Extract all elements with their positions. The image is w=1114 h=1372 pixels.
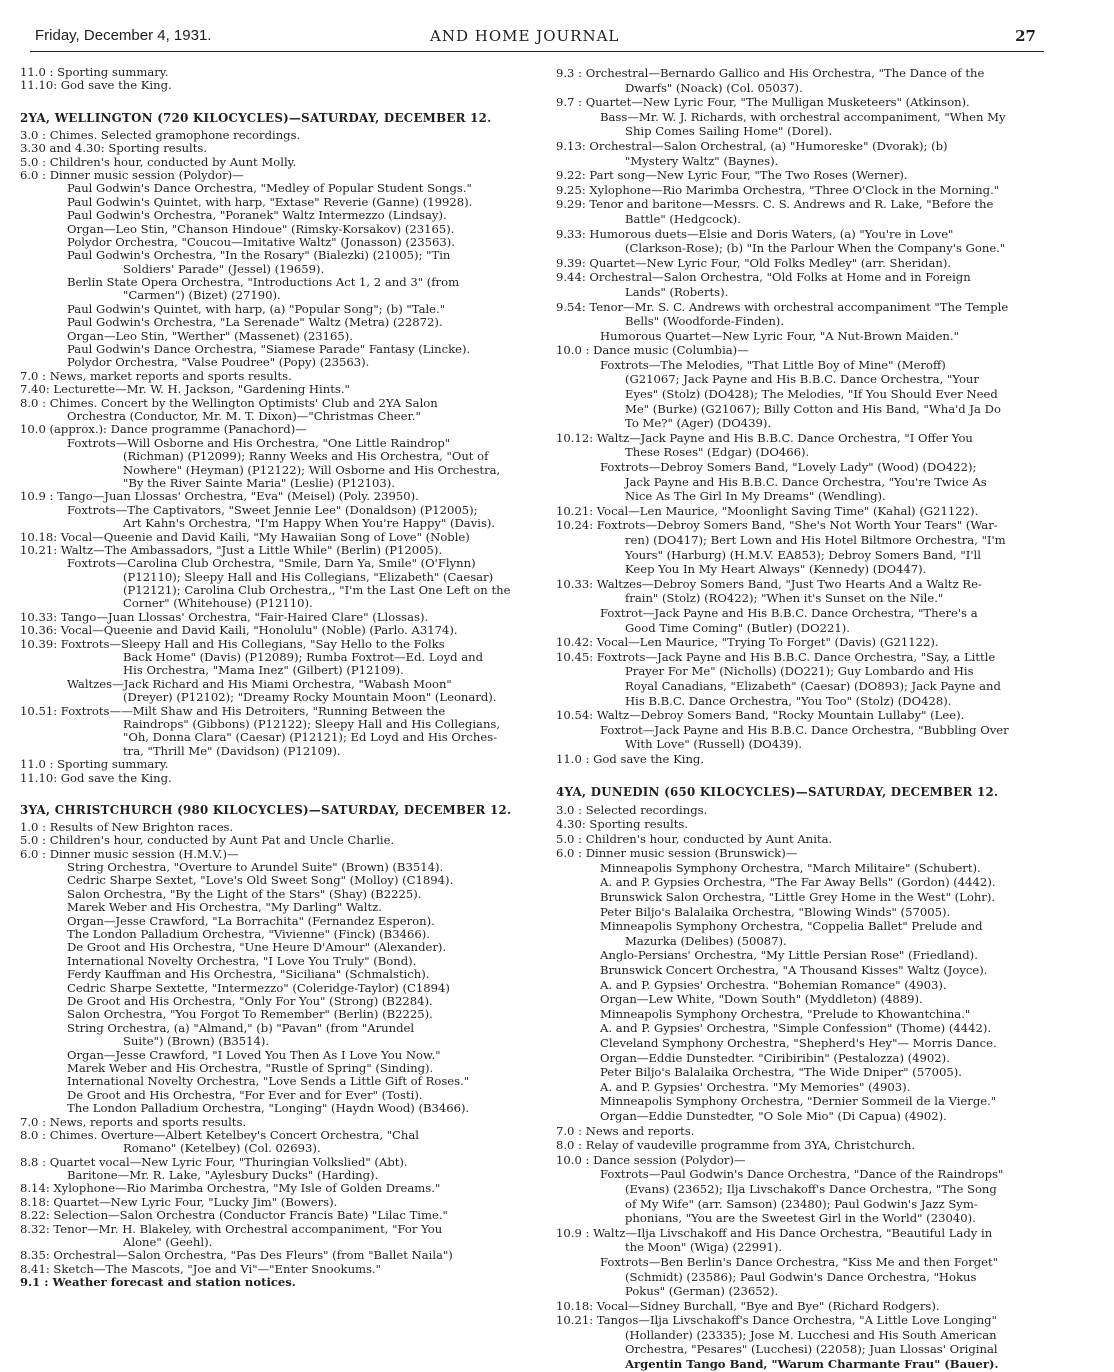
programme-line: 7.0 : News and reports. (556, 1123, 695, 1138)
programme-line: the Moon" (Wiga) (22991). (625, 1240, 783, 1255)
programme-line: Royal Canadians, "Elizabeth" (Caesar) (DO893); Jack Payne and (625, 678, 1001, 693)
programme-line: Mazurka (Delibes) (50087). (625, 933, 787, 948)
programme-line: Minneapolis Symphony Orchestra, "Coppelia Ballet" Prelude and (600, 919, 983, 934)
programme-line: 10.42: Vocal—Len Maurice, "Trying To Forget" (Davis) (G21122). (556, 635, 939, 650)
station-heading: 4YA, DUNEDIN (650 KILOCYCLES)—SATURDAY, DECEMBER 12. (556, 784, 999, 799)
programme-line: 10.0 (approx.): Dance programme (Panachord)— (20, 423, 307, 437)
programme-line: Organ—Leo Stin, "Chanson Hindoue" (Rimsky-Korsakov) (23165). (67, 222, 455, 236)
programme-line: 9.33: Humorous duets—Elsie and Doris Waters, (a) "You're in Love" (556, 226, 954, 241)
programme-line: 10.45: Foxtrots—Jack Payne and His B.B.C. Dance Orchestra, "Say, a Little (556, 649, 996, 664)
programme-line: 10.21: Vocal—Len Maurice, "Moonlight Saving Time" (Kahal) (G21122). (556, 503, 979, 518)
programme-line: 8.22: Selection—Salon Orchestra (Conductor Francis Bate) "Lilac Time." (20, 1209, 448, 1223)
programme-line: 9.54: Tenor—Mr. S. C. Andrews with orchestral accompaniment "The Temple (556, 299, 1009, 314)
programme-line: Art Kahn's Orchestra, "I'm Happy When You're Happy" (Davis). (123, 517, 496, 531)
programme-line: Foxtrots—Carolina Club Orchestra, "Smile, Darn Ya, Smile" (O'Flynn) (67, 557, 476, 571)
programme-line: Keep You In My Heart Always" (Kennedy) (DO447). (625, 562, 927, 577)
programme-line: Paul Godwin's Dance Orchestra, "Siamese Parade" Fantasy (Lincke). (67, 343, 471, 357)
programme-line: 7.0 : News, market reports and sports results. (20, 369, 292, 383)
programme-line: Orchestra, "Pesares" (Lucchesi) (22058); Juan Llossas' Original (625, 1342, 998, 1357)
programme-line: 11.10: God save the King. (20, 79, 172, 93)
programme-line: Lands" (Roberts). (625, 284, 729, 299)
programme-line: (Evans) (23652); Ilja Livschakoff's Dance Orchestra, "The Song (625, 1181, 997, 1196)
programme-line: 9.13: Orchestral—Salon Orchestral, (a) "Humoreske" (Dvorak); (b) (556, 138, 948, 153)
programme-line: Paul Godwin's Quintet, with harp, "Extase" Reverie (Ganne) (19928). (67, 195, 473, 209)
programme-line: Brunswick Concert Orchestra, "A Thousand Kisses" Waltz (Joyce). (600, 963, 988, 978)
programme-line: A. and P. Gypsies Orchestra, "The Far Away Bells" (Gordon) (4442). (600, 875, 996, 890)
programme-line: His Orchestra, "Mama Inez" (Gilbert) (P12109). (123, 664, 404, 678)
programme-line: Salon Orchestra, "By the Light of the Stars" (Shay) (B2225). (67, 887, 422, 901)
programme-line: Foxtrots—The Captivators, "Sweet Jennie Lee" (Donaldson) (P12005); (67, 503, 478, 517)
programme-line: 5.0 : Children's hour, conducted by Aunt Anita. (556, 831, 833, 846)
programme-line: (Hollander) (23335); Jose M. Lucchesi and His South American (625, 1327, 997, 1342)
programme-line: Foxtrots—Ben Berlin's Dance Orchestra, "Kiss Me and then Forget" (600, 1254, 999, 1269)
programme-line: 8.14: Xylophone—Rio Marimba Orchestra, "My Isle of Golden Dreams." (20, 1182, 441, 1196)
programme-line: tra, "Thrill Me" (Davidson) (P12109). (123, 744, 341, 758)
programme-line: 10.51: Foxtrots——Milt Shaw and His Detroiters, "Running Between the (20, 704, 446, 718)
programme-line: Peter Biljo's Balalaika Orchestra, "Blowing Winds" (57005). (600, 904, 951, 919)
programme-line: Organ—Jesse Crawford, "La Borrachita" (Fernandez Esperon). (67, 914, 435, 928)
programme-line: Dwarfs" (Noack) (Col. 05037). (625, 80, 803, 95)
programme-line: A. and P. Gypsies' Orchestra. "My Memories" (4903). (600, 1079, 911, 1094)
programme-line: 8.0 : Chimes. Overture—Albert Ketelbey's Concert Orchestra, "Chal (20, 1128, 420, 1142)
programme-line: Bass—Mr. W. J. Richards, with orchestral accompaniment, "When My (600, 109, 1006, 124)
programme-line: Anglo-Persians' Orchestra, "My Little Persian Rose" (Friedland). (600, 948, 978, 963)
programme-line: 9.25: Xylophone—Rio Marimba Orchestra, "Three O'Clock in the Morning." (556, 182, 1000, 197)
programme-line: 10.39: Foxtrots—Sleepy Hall and His Collegians, "Say Hello to the Folks (20, 637, 445, 651)
programme-line: Romano" (Ketelbey) (Col. 02693). (123, 1142, 321, 1156)
programme-line: 5.0 : Children's hour, conducted by Aunt Pat and Uncle Charlie. (20, 834, 395, 848)
programme-line: 7.40: Lecturette—Mr. W. H. Jackson, "Gardening Hints." (20, 383, 350, 397)
programme-line: Prayer For Me" (Nicholls) (DO221); Guy Lombardo and His (625, 664, 974, 679)
programme-line: Paul Godwin's Orchestra, "La Serenade" Waltz (Metra) (22872). (67, 316, 443, 330)
programme-line: 9.44: Orchestral—Salon Orchestra, "Old Folks at Home and in Foreign (556, 270, 971, 285)
programme-line: 3.30 and 4.30: Sporting results. (20, 142, 208, 156)
programme-line: 5.0 : Children's hour, conducted by Aunt Molly. (20, 155, 297, 169)
page-header (30, 23, 1044, 52)
programme-line: Organ—Eddie Dunstedter. "Ciribiribin" (Pestalozza) (4902). (600, 1050, 950, 1065)
programme-line: 9.7 : Quartet—New Lyric Four, "The Mulligan Musketeers" (Atkinson). (556, 95, 970, 110)
programme-line: of My Wife" (arr. Samson) (23480); Paul Godwin's Jazz Sym- (625, 1196, 978, 1211)
programme-line: Humorous Quartet—New Lyric Four, "A Nut-Brown Maiden." (600, 328, 959, 343)
programme-line: "Carmen") (Bizet) (27190). (123, 289, 281, 303)
programme-line: 10.54: Waltz—Debroy Somers Band, "Rocky Mountain Lullaby" (Lee). (556, 708, 965, 723)
programme-line: Organ—Leo Stin, "Werther" (Massenet) (23165). (67, 329, 353, 343)
programme-line: Salon Orchestra, "You Forgot To Remember" (Berlin) (B2225). (67, 1008, 433, 1022)
programme-line: Corner" (Whitehouse) (P12110). (123, 597, 313, 611)
programme-line: (P12110); Sleepy Hall and His Collegians, "Elizabeth" (Caesar) (123, 570, 494, 584)
programme-line: Paul Godwin's Dance Orchestra, "Medley of Popular Student Songs." (67, 182, 472, 196)
programme-line: Cleveland Symphony Orchestra, "Shepherd's Hey"— Morris Dance. (600, 1036, 997, 1050)
header-page-number: 27 (1015, 27, 1036, 45)
programme-line: Foxtrots—Will Osborne and His Orchestra, "One Little Raindrop" (67, 436, 451, 450)
programme-line: 11.0 : Sporting summary. (20, 758, 169, 772)
programme-line: Marek Weber and His Orchestra, "Rustle of Spring" (Sinding). (67, 1061, 434, 1075)
programme-line: 3.0 : Selected recordings. (556, 802, 708, 817)
section-spacer (556, 767, 1062, 781)
programme-line: Minneapolis Symphony Orchestra, "Prelude to Khowantchina." (600, 1006, 971, 1021)
programme-line: 6.0 : Dinner music session (H.M.V.)— (20, 847, 239, 861)
programme-line: Ship Comes Sailing Home" (Dorel). (625, 124, 833, 139)
programme-line: De Groot and His Orchestra, "Only For You" (Strong) (B2284). (67, 995, 433, 1008)
programme-line: Cedric Sharpe Sextet, "Love's Old Sweet Song" (Molloy) (C1894). (67, 874, 454, 888)
programme-line: 10.18: Vocal—Sidney Burchall, "Bye and Bye" (Richard Rodgers). (556, 1298, 940, 1313)
programme-line: "By the River Sainte Maria" (Leslie) (P12103). (123, 476, 395, 490)
programme-line: Argentin Tango Band, "Warum Charmante Frau" (Bauer). (625, 1357, 999, 1372)
programme-line: His B.B.C. Dance Orchestra, "You Too" (Stolz) (DO428). (625, 693, 952, 708)
programme-line: Pokus" (German) (23652). (625, 1284, 779, 1299)
programme-line: Ferdy Kauffman and His Orchestra, "Siciliana" (Schmalstich). (67, 968, 430, 982)
programme-line: Minneapolis Symphony Orchestra, "Dernier Sommeil de la Vierge." (600, 1094, 997, 1109)
programme-line: These Roses" (Edgar) (DO466). (625, 445, 810, 460)
programme-line: 10.18: Vocal—Queenie and David Kaili, "My Hawaiian Song of Love" (Noble) (20, 530, 470, 544)
section-spacer (20, 93, 538, 107)
programme-line: 11.0 : God save the King. (556, 751, 705, 766)
station-heading: 2YA, WELLINGTON (720 KILOCYCLES)—SATURDAY, DECEMBER 12. (20, 110, 492, 125)
programme-line: Brunswick Salon Orchestra, "Little Grey Home in the West" (Lohr). (600, 890, 996, 905)
programme-line: Battle" (Hedgcock). (625, 211, 741, 226)
programme-line: (Richman) (P12099); Ranny Weeks and His Orchestra, "Out of (123, 450, 489, 464)
programme-line: Good Time Coming" (Butler) (DO221). (625, 620, 850, 635)
station-heading: 3YA, CHRISTCHURCH (980 KILOCYCLES)—SATURDAY, DECEMBER 12. (20, 802, 512, 817)
section-spacer (20, 785, 538, 799)
programme-line: Foxtrot—Jack Payne and His B.B.C. Dance Orchestra, "Bubbling Over (600, 722, 1009, 737)
programme-line: 9.1 : Weather forecast and station notices. (20, 1276, 296, 1290)
programme-line: 8.0 : Chimes. Concert by the Wellington Optimists' Club and 2YA Salon (20, 396, 438, 410)
programme-line: Bells" (Woodforde-Finden). (625, 314, 784, 329)
programme-line: String Orchestra, "Overture to Arundel Suite" (Brown) (B3514). (67, 861, 444, 875)
programme-line: 9.39: Quartet—New Lyric Four, "Old Folks Medley" (arr. Sheridan). (556, 255, 952, 270)
programme-line: Peter Biljo's Balalaika Orchestra, "The Wide Dniper" (57005). (600, 1065, 962, 1080)
programme-line: De Groot and His Orchestra, "Une Heure D'Amour" (Alexander). (67, 941, 447, 955)
programme-line: Cedric Sharpe Sextette, "Intermezzo" (Coleridge-Taylor) (C1894) (67, 981, 450, 995)
programme-line: 10.36: Vocal—Queenie and David Kaili, "Honolulu" (Noble) (Parlo. A3174). (20, 624, 458, 638)
programme-line: 10.0 : Dance music (Columbia)— (556, 343, 749, 358)
right-column (556, 66, 1062, 1372)
programme-line: Minneapolis Symphony Orchestra, "March Militaire" (Schubert). (600, 860, 981, 875)
programme-line: Baritone—Mr. R. Lake, "Aylesbury Ducks" (Harding). (67, 1169, 379, 1183)
programme-line: Organ—Eddie Dunstedter, "O Sole Mio" (Di Capua) (4902). (600, 1108, 947, 1123)
programme-line: De Groot and His Orchestra, "For Ever and for Ever" (Tosti). (67, 1088, 423, 1102)
programme-line: 10.33: Tango—Juan Llossas' Orchestra, "Fair-Haired Clare" (Llossas). (20, 610, 429, 624)
programme-line: Alone" (Geehl). (123, 1236, 213, 1250)
programme-line: Foxtrots—Paul Godwin's Dance Orchestra, "Dance of the Raindrops" (600, 1167, 1004, 1182)
header-date: Friday, December 4, 1931. (35, 27, 212, 44)
programme-line: Soldiers' Parade" (Jessel) (19659). (123, 262, 325, 276)
header-journal-title: AND HOME JOURNAL (430, 27, 620, 45)
programme-line: (Clarkson-Rose); (b) "In the Parlour When the Company's Gone." (625, 241, 1006, 256)
programme-line: Jack Payne and His B.B.C. Dance Orchestra, "You're Twice As (625, 474, 987, 489)
programme-line: Orchestra (Conductor, Mr. M. T. Dixon)—"Christmas Cheer." (67, 409, 421, 423)
programme-line: phonians, "You are the Sweetest Girl in the World" (23040). (625, 1211, 976, 1226)
programme-line: 10.9 : Waltz—Ilja Livschakoff and His Dance Orchestra, "Beautiful Lady in (556, 1225, 993, 1240)
programme-line: Suite") (Brown) (B3514). (123, 1035, 270, 1049)
programme-line: Yours" (Harburg) (H.M.V. EA853); Debroy Somers Band, "I'll (625, 547, 981, 562)
programme-line: 9.3 : Orchestral—Bernardo Gallico and His Orchestra, "The Dance of the (556, 66, 985, 80)
programme-line: 8.41: Sketch—The Mascots, "Joe and Vi"—"Enter Snookums." (20, 1262, 382, 1276)
left-column (20, 66, 538, 1290)
programme-line: 7.0 : News, reports and sports results. (20, 1115, 247, 1129)
programme-line: Paul Godwin's Orchestra, "Poranek" Waltz Intermezzo (Lindsay). (67, 209, 447, 223)
programme-line: 10.12: Waltz—Jack Payne and His B.B.C. Dance Orchestra, "I Offer You (556, 430, 973, 445)
programme-line: 10.21: Tangos—Ilja Livschakoff's Dance Orchestra, "A Little Love Longing" (556, 1313, 997, 1328)
programme-line: With Love" (Russell) (DO439). (625, 737, 803, 752)
programme-line: Nowhere" (Heyman) (P12122); Will Osborne and His Orchestra, (123, 463, 501, 477)
programme-line: Eyes" (Stolz) (DO428); The Melodies, "If You Should Ever Need (625, 387, 998, 402)
programme-line: "Mystery Waltz" (Baynes). (625, 153, 779, 168)
programme-line: The London Palladium Orchestra, "Vivienne" (Finck) (B3466). (67, 928, 430, 942)
programme-line: The London Palladium Orchestra, "Longing" (Haydn Wood) (B3466). (67, 1102, 470, 1116)
programme-line: International Novelty Orchestra, "Love Sends a Little Gift of Roses." (67, 1075, 470, 1089)
programme-line: "Oh, Donna Clara" (Caesar) (P12121); Ed Loyd and His Orches- (123, 731, 498, 745)
programme-line: 8.8 : Quartet vocal—New Lyric Four, "Thuringian Volkslied" (Abt). (20, 1155, 408, 1169)
programme-line: A. and P. Gypsies' Orchestra. "Bohemian Romance" (4903). (600, 977, 947, 992)
programme-line: 10.0 : Dance session (Polydor)— (556, 1152, 746, 1167)
programme-line: 10.24: Foxtrots—Debroy Somers Band, "She's Not Worth Your Tears" (War- (556, 518, 998, 533)
programme-line: Foxtrot—Jack Payne and His B.B.C. Dance Orchestra, "There's a (600, 605, 978, 620)
programme-line: Berlin State Opera Orchestra, "Introductions Act 1, 2 and 3" (from (67, 276, 460, 290)
programme-line: 11.0 : Sporting summary. (20, 66, 169, 79)
programme-line: Organ—Lew White, "Down South" (Myddleton) (4889). (600, 992, 923, 1007)
programme-line: Waltzes—Jack Richard and His Miami Orchestra, "Wabash Moon" (67, 677, 452, 691)
programme-line: A. and P. Gypsies' Orchestra, "Simple Confession" (Thome) (4442). (600, 1021, 992, 1036)
programme-line: 4.30: Sporting results. (556, 817, 689, 832)
programme-line: International Novelty Orchestra, "I Love You Truly" (Bond). (67, 954, 417, 968)
programme-line: Foxtrots—Debroy Somers Band, "Lovely Lady" (Wood) (DO422); (600, 460, 977, 475)
programme-line: 9.29: Tenor and baritone—Messrs. C. S. Andrews and R. Lake, "Before the (556, 197, 994, 212)
programme-line: Raindrops" (Gibbons) (P12122); Sleepy Hall and His Collegians, (123, 717, 501, 731)
programme-line: To Me?" (Ager) (DO439). (625, 416, 772, 431)
programme-line: 6.0 : Dinner music session (Brunswick)— (556, 846, 798, 861)
programme-line: Polydor Orchestra, "Valse Poudree" (Popy) (23563). (67, 356, 370, 370)
programme-line: 11.10: God save the King. (20, 771, 172, 785)
programme-line: 1.0 : Results of New Brighton races. (20, 820, 234, 834)
programme-line: (P12121); Carolina Club Orchestra,, "I'm the Last One Left on the (123, 584, 511, 598)
programme-line: 9.22: Part song—New Lyric Four, "The Two Roses (Werner). (556, 168, 908, 183)
programme-line: 10.33: Waltzes—Debroy Somers Band, "Just Two Hearts And a Waltz Re- (556, 576, 982, 591)
programme-line: Polydor Orchestra, "Coucou—Imitative Waltz" (Jonasson) (23563). (67, 235, 456, 249)
programme-line: 6.0 : Dinner music session (Polydor)— (20, 168, 244, 182)
programme-line: 8.35: Orchestral—Salon Orchestra, "Pas Des Fleurs" (from "Ballet Naila") (20, 1249, 453, 1263)
programme-line: Organ—Jesse Crawford, "I Loved You Then As I Love You Now." (67, 1048, 441, 1062)
programme-line: Paul Godwin's Quintet, with harp, (a) "Popular Song"; (b) "Tale." (67, 302, 446, 316)
programme-line: String Orchestra, (a) "Almand," (b) "Pavan" (from "Arundel (67, 1021, 415, 1035)
programme-line: 10.9 : Tango—Juan Llossas' Orchestra, "Eva" (Meisel) (Poly. 23950). (20, 490, 419, 504)
programme-line: (Dreyer) (P12102); "Dreamy Rocky Mountain Moon" (Leonard). (123, 691, 497, 705)
programme-line: frain" (Stolz) (RO422); "When it's Sunset on the Nile." (625, 591, 944, 606)
programme-line: (Schmidt) (23586); Paul Godwin's Dance Orchestra, "Hokus (625, 1269, 977, 1284)
programme-line: Paul Godwin's Orchestra, "In the Rosary" (Bialezki) (21005); "Tin (67, 249, 451, 263)
programme-line: Back Home" (Davis) (P12089); Rumba Foxtrot—Ed. Loyd and (123, 651, 484, 665)
programme-line: 3.0 : Chimes. Selected gramophone recordings. (20, 128, 301, 142)
programme-line: Foxtrots—The Melodies, "That Little Boy of Mine" (Meroff) (600, 357, 946, 372)
programme-line: Marek Weber and His Orchestra, "My Darling" Waltz. (67, 901, 382, 915)
programme-line: 10.21: Waltz—The Ambassadors, "Just a Little While" (Berlin) (P12005). (20, 543, 443, 557)
programme-line: (G21067; Jack Payne and His B.B.C. Dance Orchestra, "Your (625, 372, 979, 387)
programme-line: ren) (DO417); Bert Lown and His Hotel Biltmore Orchestra, "I'm (625, 533, 1006, 547)
programme-line: 8.18: Quartet—New Lyric Four, "Lucky Jim" (Bowers). (20, 1195, 338, 1209)
programme-line: 8.32: Tenor—Mr. H. Blakeley, with Orchestral accompaniment, "For You (20, 1222, 443, 1236)
programme-line: 8.0 : Relay of vaudeville programme from 3YA, Christchurch. (556, 1138, 916, 1153)
programme-line: Nice As The Girl In My Dreams" (Wendling). (625, 489, 886, 504)
programme-line: Me" (Burke) (G21067); Billy Cotton and His Band, "Wha'd Ja Do (625, 401, 1001, 416)
